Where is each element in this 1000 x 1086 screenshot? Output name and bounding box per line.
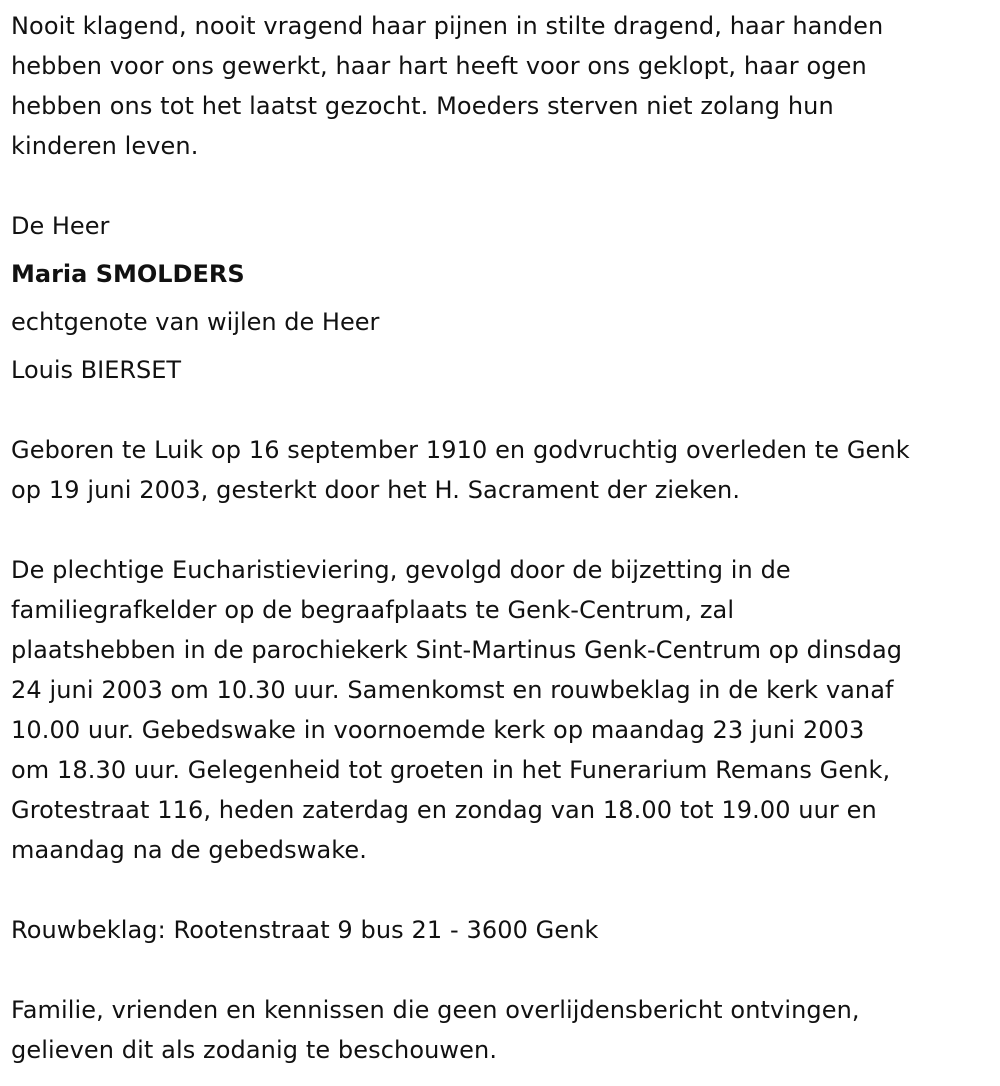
ceremony-line: maandag na de gebedswake.	[11, 836, 367, 864]
deceased-relation: echtgenote van wijlen de Heer	[11, 308, 380, 336]
birth-death-line: op 19 juni 2003, gesterkt door het H. Sacrament der zieken.	[11, 476, 741, 504]
spacer	[11, 950, 1000, 990]
ceremony-line: familiegrafkelder op de begraafplaats te Genk-Centrum, zal	[11, 596, 735, 624]
ceremony-line: De plechtige Eucharistieviering, gevolgd door de bijzetting in de	[11, 556, 791, 584]
ceremony-line: 10.00 uur. Gebedswake in voornoemde kerk op maandag 23 juni 2003	[11, 716, 865, 744]
ceremony-line: 24 juni 2003 om 10.30 uur. Samenkomst en rouwbeklag in de kerk vanaf	[11, 676, 894, 704]
closing-paragraph	[11, 990, 1000, 1070]
spacer	[11, 390, 1000, 430]
spacer	[11, 870, 1000, 910]
ceremony-line: Grotestraat 116, heden zaterdag en zondag van 18.00 tot 19.00 uur en	[11, 796, 877, 824]
intro-line: hebben voor ons gewerkt, haar hart heeft voor ons geklopt, haar ogen	[11, 52, 867, 80]
closing-line: gelieven dit als zodanig te beschouwen.	[11, 1036, 498, 1064]
deceased-name: Maria SMOLDERS	[11, 260, 245, 288]
intro-line: Nooit klagend, nooit vragend haar pijnen in stilte dragend, haar handen	[11, 12, 884, 40]
condolence-address: Rouwbeklag: Rootenstraat 9 bus 21 - 3600 Genk	[11, 916, 599, 944]
ceremony-line: om 18.30 uur. Gelegenheid tot groeten in het Funerarium Remans Genk,	[11, 756, 891, 784]
condolence-paragraph	[11, 910, 1000, 950]
ceremony-line: plaatshebben in de parochiekerk Sint-Martinus Genk-Centrum op dinsdag	[11, 636, 903, 664]
intro-paragraph	[11, 6, 1000, 166]
spacer	[11, 166, 1000, 206]
birth-death-paragraph	[11, 430, 1000, 510]
closing-line: Familie, vrienden en kennissen die geen overlijdensbericht ontvingen,	[11, 996, 860, 1024]
deceased-block	[11, 202, 1000, 394]
birth-death-line: Geboren te Luik op 16 september 1910 en godvruchtig overleden te Genk	[11, 436, 910, 464]
spouse-name: Louis BIERSET	[11, 356, 182, 384]
intro-line: hebben ons tot het laatst gezocht. Moeders sterven niet zolang hun	[11, 92, 834, 120]
ceremony-paragraph	[11, 550, 1000, 870]
intro-line: kinderen leven.	[11, 132, 199, 160]
deceased-title: De Heer	[11, 212, 110, 240]
spacer	[11, 510, 1000, 550]
